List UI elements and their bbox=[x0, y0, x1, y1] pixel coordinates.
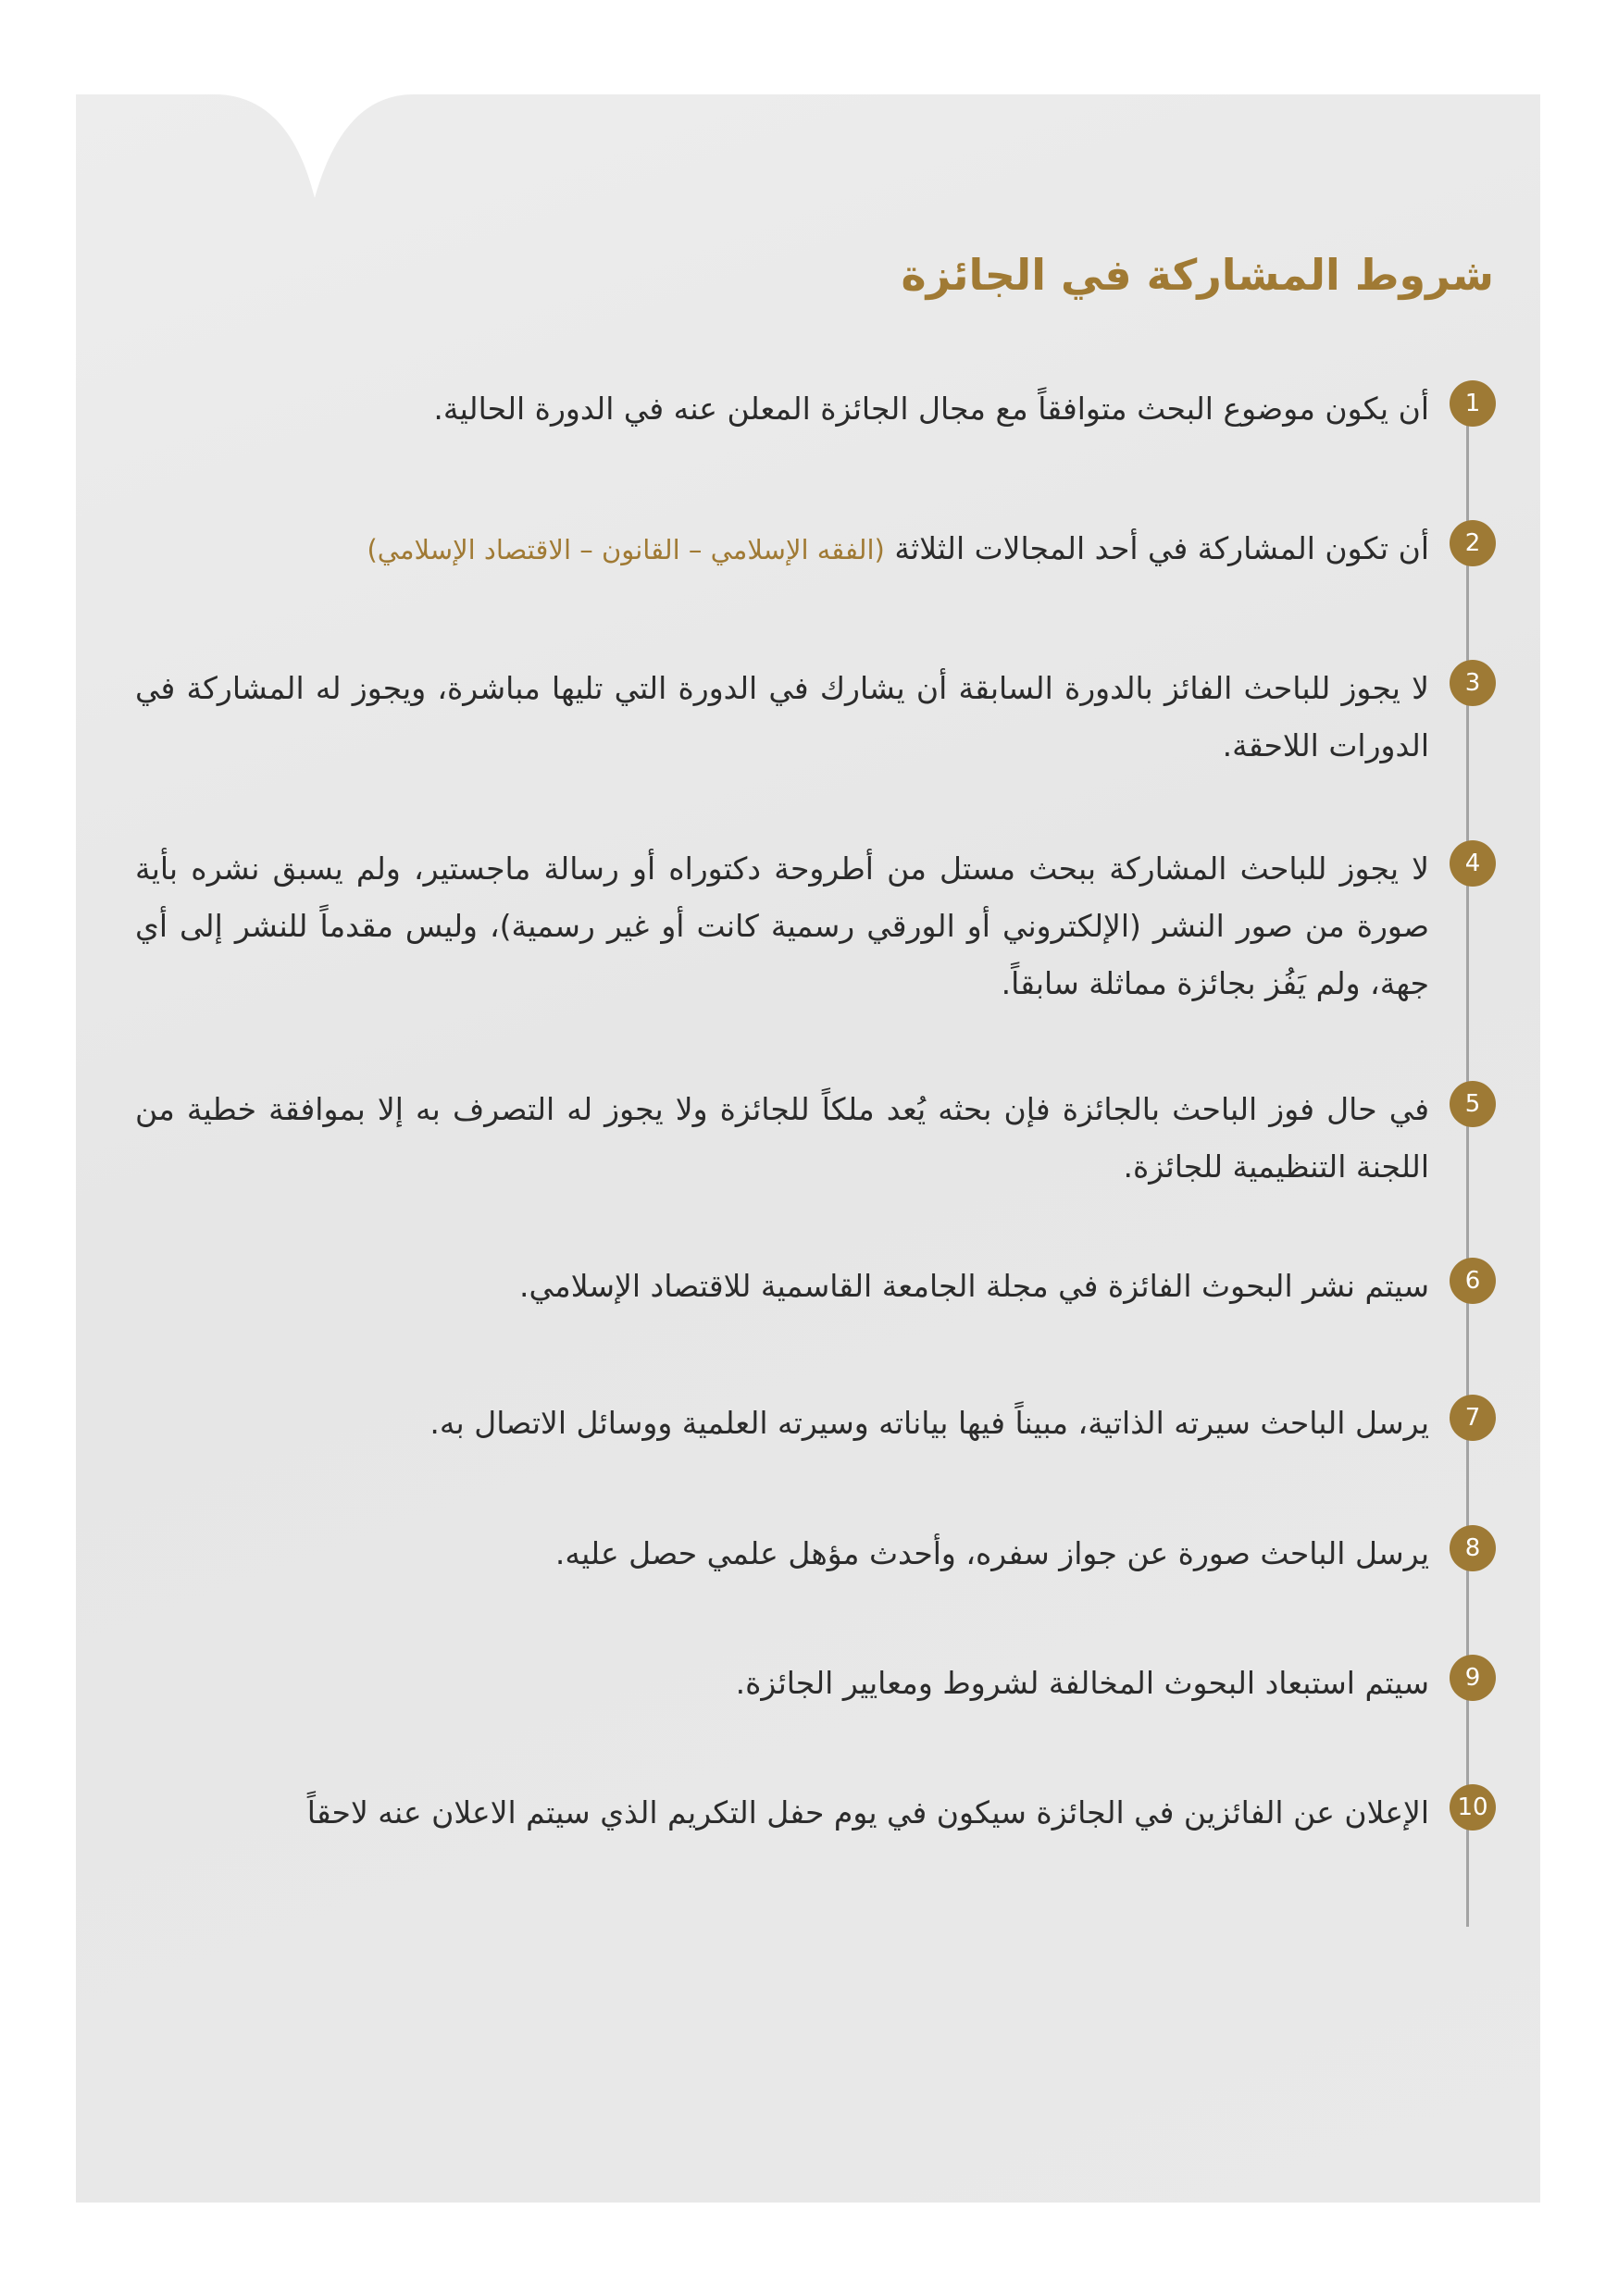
condition-item bbox=[135, 380, 1496, 438]
condition-item bbox=[135, 1784, 1496, 1842]
condition-text: لا يجوز للباحث المشاركة ببحث مستل من أطروحة دكتوراه أو رسالة ماجستير، ولم يسبق نشره بأية صورة من صور النشر (الإلكتروني أو الورقي رسمية كانت أو غير رسمية)، وليس مقدماً للنشر إلى أي جهة، ولم يَفُز بجائزة مماثلة سابقاً. bbox=[135, 850, 1429, 1001]
condition-number-badge: 3 bbox=[1450, 660, 1496, 706]
condition-text bbox=[135, 520, 1429, 578]
condition-item bbox=[135, 1655, 1496, 1712]
condition-number-badge: 9 bbox=[1450, 1655, 1496, 1701]
condition-text: يرسل الباحث صورة عن جواز سفره، وأحدث مؤهل علمي حصل عليه. bbox=[554, 1535, 1429, 1571]
condition-number-badge: 8 bbox=[1450, 1525, 1496, 1571]
page-sheet bbox=[76, 94, 1540, 2203]
condition-number-badge: 6 bbox=[1450, 1258, 1496, 1304]
condition-item bbox=[135, 660, 1496, 775]
condition-text: الإعلان عن الفائزين في الجائزة سيكون في يوم حفل التكريم الذي سيتم الاعلان عنه لاحقاً bbox=[306, 1794, 1429, 1831]
condition-text: أن يكون موضوع البحث متوافقاً مع مجال الجائزة المعلن عنه في الدورة الحالية. bbox=[433, 391, 1429, 427]
condition-item bbox=[135, 1395, 1496, 1452]
condition-fields-highlight: (الفقه الإسلامي – القانون – الاقتصاد الإسلامي) bbox=[367, 534, 885, 565]
condition-text: لا يجوز للباحث الفائز بالدورة السابقة أن يشارك في الدورة التي تليها مباشرة، ويجوز له المشاركة في الدورات اللاحقة. bbox=[135, 670, 1429, 763]
condition-number-badge: 4 bbox=[1450, 840, 1496, 887]
page-title: شروط المشاركة في الجائزة bbox=[901, 250, 1494, 300]
condition-number-badge: 10 bbox=[1450, 1784, 1496, 1831]
condition-number-badge: 1 bbox=[1450, 380, 1496, 427]
condition-item bbox=[135, 1081, 1496, 1196]
condition-number-badge: 5 bbox=[1450, 1081, 1496, 1127]
condition-item bbox=[135, 1525, 1496, 1582]
page-notch-decoration bbox=[76, 94, 1540, 205]
condition-number-badge: 2 bbox=[1450, 520, 1496, 566]
condition-text: سيتم استبعاد البحوث المخالفة لشروط ومعايير الجائزة. bbox=[735, 1665, 1429, 1701]
condition-text: سيتم نشر البحوث الفائزة في مجلة الجامعة القاسمية للاقتصاد الإسلامي. bbox=[519, 1268, 1429, 1304]
condition-item bbox=[135, 1258, 1496, 1315]
condition-text: في حال فوز الباحث بالجائزة فإن بحثه يُعد ملكاً للجائزة ولا يجوز له التصرف به إلا بموافقة خطية من اللجنة التنظيمية للجائزة. bbox=[135, 1091, 1429, 1185]
condition-number-badge: 7 bbox=[1450, 1395, 1496, 1441]
condition-item bbox=[135, 840, 1496, 1012]
condition-item bbox=[135, 520, 1496, 578]
condition-text-main: أن تكون المشاركة في أحد المجالات الثلاثة bbox=[894, 530, 1429, 566]
condition-text: يرسل الباحث سيرته الذاتية، مبيناً فيها بياناته وسيرته العلمية ووسائل الاتصال به. bbox=[429, 1405, 1429, 1441]
